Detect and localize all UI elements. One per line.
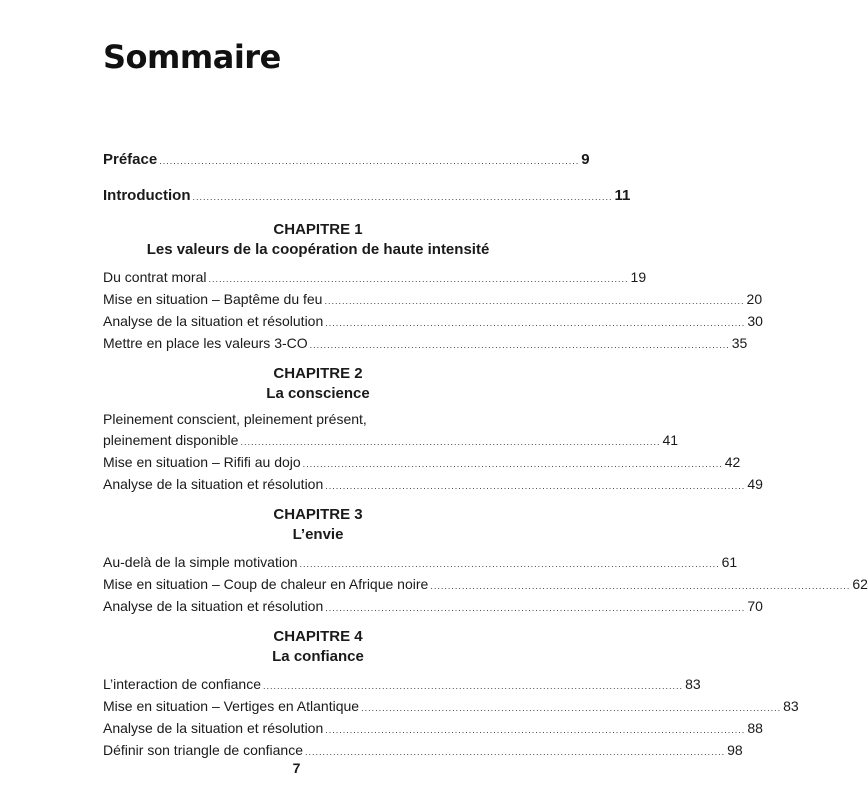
chapter-heading xyxy=(103,627,533,667)
toc-entry-page: 83 xyxy=(685,676,701,692)
toc-entry-page: 88 xyxy=(747,720,763,736)
page-title: Sommaire xyxy=(103,38,281,76)
toc-entry-page: 49 xyxy=(747,476,763,492)
leader-dots: ........................................................................................................................ xyxy=(325,481,746,491)
toc-entry[interactable] xyxy=(103,695,799,717)
toc-entry-page: 70 xyxy=(747,598,763,614)
toc-entry-page: 20 xyxy=(746,291,763,307)
toc-entry-page: 61 xyxy=(721,554,738,570)
toc-entry[interactable] xyxy=(103,739,743,761)
toc-entry-label: pleinement disponible xyxy=(103,432,239,448)
chapter-number: CHAPITRE 4 xyxy=(273,628,363,645)
toc-entry-page: 35 xyxy=(731,335,748,351)
toc-entry-label: Analyse de la situation et résolution xyxy=(103,598,324,614)
chapter-number: CHAPITRE 1 xyxy=(273,221,363,238)
leader-dots: ........................................................................................................................ xyxy=(192,192,613,202)
toc-entry[interactable] xyxy=(103,595,763,617)
toc-entry[interactable] xyxy=(103,673,701,695)
leader-dots: ........................................................................................................................ xyxy=(299,559,720,569)
chapter-heading xyxy=(103,220,533,260)
toc-entry-page: 11 xyxy=(614,187,631,204)
leader-dots: ........................................................................................................................ xyxy=(324,296,745,306)
toc-entry-label: Mettre en place les valeurs 3-CO xyxy=(103,335,308,351)
toc-entry-page: 98 xyxy=(727,742,743,758)
page-number: 7 xyxy=(292,760,301,776)
toc-entry-page: 83 xyxy=(783,698,799,714)
chapter-heading xyxy=(103,364,533,404)
toc-entry[interactable] xyxy=(103,717,763,739)
chapter-title: La confiance xyxy=(272,648,364,665)
toc-entry-label: Préface xyxy=(103,151,158,168)
chapter-title: L’envie xyxy=(292,526,344,543)
toc-entry-label: Introduction xyxy=(103,187,191,204)
toc-entry-label: Mise en situation – Coup de chaleur en Afrique noire xyxy=(103,576,429,592)
toc-entry-page: 30 xyxy=(747,313,763,329)
toc-entry-label: L’interaction de confiance xyxy=(103,676,261,692)
toc-entry-page: 9 xyxy=(581,151,590,168)
toc-entry-label: Mise en situation – Vertiges en Atlantique xyxy=(103,698,360,714)
toc-entry[interactable] xyxy=(103,266,647,288)
toc-entry[interactable] xyxy=(103,551,738,573)
toc-entry-label: Définir son triangle de confiance xyxy=(103,742,304,758)
toc-entry-page: 42 xyxy=(724,454,741,470)
toc-entry-label-line: Pleinement conscient, pleinement présent, xyxy=(103,411,367,427)
leader-dots: ........................................................................................................................ xyxy=(361,703,782,713)
chapter-title: La conscience xyxy=(266,385,370,402)
toc-entry-introduction[interactable] xyxy=(103,182,631,210)
toc-entry-label: Du contrat moral xyxy=(103,269,207,285)
leader-dots: ........................................................................................................................ xyxy=(159,156,580,166)
toc-entry-label: Mise en situation – Rififi au dojo xyxy=(103,454,301,470)
chapter-number: CHAPITRE 3 xyxy=(273,506,363,523)
leader-dots: ........................................................................................................................ xyxy=(325,603,746,613)
toc-entry-label: Analyse de la situation et résolution xyxy=(103,476,324,492)
toc-entry-label: Au-delà de la simple motivation xyxy=(103,554,298,570)
toc-entry-page: 62 xyxy=(852,576,868,592)
leader-dots: ........................................................................................................................ xyxy=(240,437,661,447)
leader-dots: ........................................................................................................................ xyxy=(430,581,851,591)
chapter-heading xyxy=(103,505,533,545)
chapter-title: Les valeurs de la coopération de haute intensité xyxy=(146,241,490,258)
leader-dots: ........................................................................................................................ xyxy=(309,340,730,350)
toc-entry-page: 41 xyxy=(662,432,679,448)
chapter-number: CHAPITRE 2 xyxy=(273,365,363,382)
toc-entry-label: Analyse de la situation et résolution xyxy=(103,313,324,329)
toc-entry[interactable] xyxy=(103,473,763,495)
toc-entry[interactable] xyxy=(103,573,868,595)
toc-entry-label: Analyse de la situation et résolution xyxy=(103,720,324,736)
leader-dots: ........................................................................................................................ xyxy=(263,681,684,691)
leader-dots: ........................................................................................................................ xyxy=(302,459,723,469)
leader-dots: ........................................................................................................................ xyxy=(305,747,726,757)
toc-entry[interactable] xyxy=(103,310,763,332)
leader-dots: ........................................................................................................................ xyxy=(208,274,629,284)
toc-entry-label: Mise en situation – Baptême du feu xyxy=(103,291,323,307)
toc-entry[interactable] xyxy=(103,288,763,310)
toc-entry[interactable] xyxy=(103,332,748,354)
toc-entry-preface[interactable] xyxy=(103,146,590,174)
leader-dots: ........................................................................................................................ xyxy=(325,318,746,328)
toc-entry-multiline[interactable] xyxy=(103,410,679,451)
toc-entry[interactable] xyxy=(103,451,741,473)
leader-dots: ........................................................................................................................ xyxy=(325,725,746,735)
toc-entry-page: 19 xyxy=(630,269,647,285)
table-of-contents xyxy=(103,146,868,761)
